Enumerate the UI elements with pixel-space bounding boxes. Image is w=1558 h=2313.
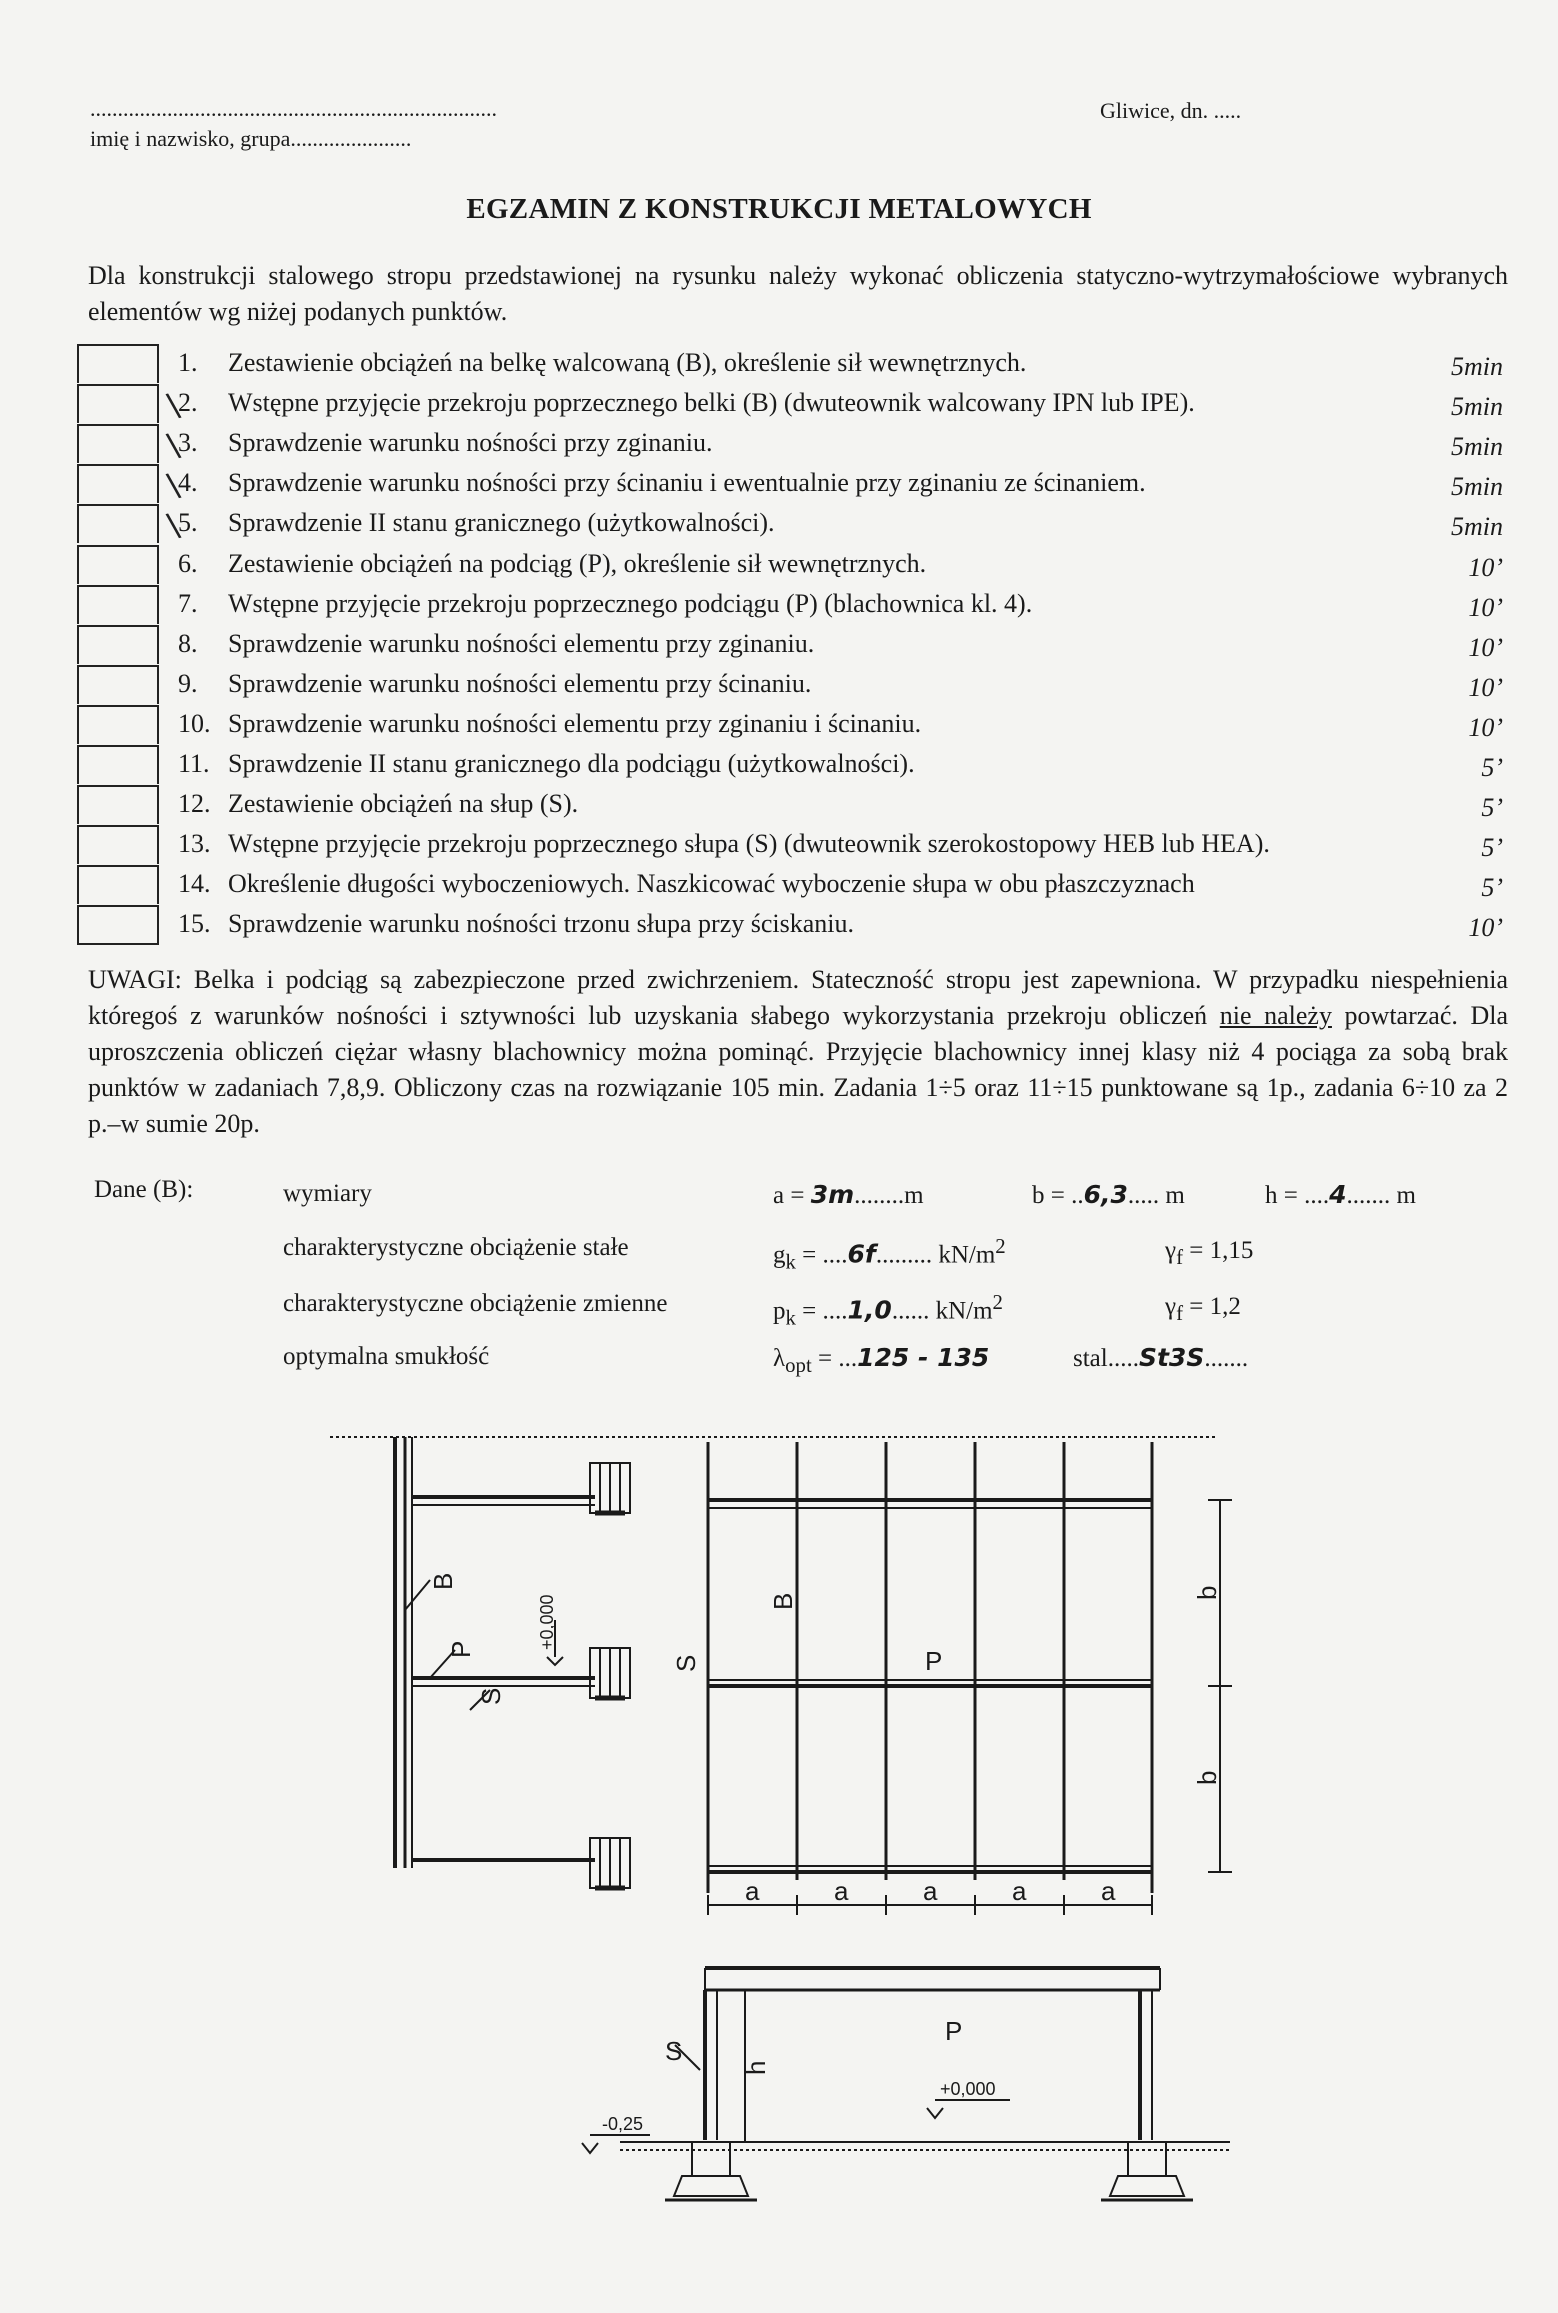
task-number: 5.	[178, 508, 198, 538]
task-checkbox[interactable]	[77, 585, 159, 624]
label-s-plan: S	[671, 1654, 701, 1672]
footing-mid	[590, 1648, 630, 1698]
task-time: 5min	[1451, 352, 1503, 381]
task-item	[0, 424, 1558, 464]
task-number: 8.	[178, 628, 198, 658]
label-h-section: h	[741, 2060, 771, 2075]
task-number: 7.	[178, 588, 198, 618]
task-number: 9.	[178, 668, 198, 698]
label-p-plan: P	[925, 1646, 943, 1676]
data-row-dimensions: wymiary	[283, 1180, 372, 1207]
field-h: h = ....4....... m	[1265, 1180, 1416, 1209]
data-row-live-load: charakterystyczne obciążenie zmienne	[283, 1290, 668, 1317]
field-gamma-f-2: $\gamma_f = 1,2$	[1165, 1293, 1241, 1325]
task-number: 11.	[178, 749, 210, 778]
task-text: Sprawdzenie warunku nośności elementu przy zginaniu.	[228, 628, 815, 658]
task-checkbox[interactable]	[77, 384, 159, 423]
task-time: 5’	[1481, 793, 1503, 823]
task-time: 5min	[1451, 432, 1503, 462]
value-gk: 6f	[847, 1239, 876, 1269]
task-text: Sprawdzenie warunku nośności przy ścinaniu i ewentualnie przy zginaniu ze ścinaniem.	[228, 468, 1146, 498]
task-checkbox[interactable]	[77, 705, 159, 744]
level-minus-section: -0,25	[602, 2114, 644, 2134]
task-item	[0, 344, 1558, 384]
plan-girders	[708, 1500, 1152, 1872]
task-text: Sprawdzenie warunku nośności trzonu słupa przy ściskaniu.	[228, 909, 855, 939]
task-time: 5min	[1451, 392, 1503, 422]
label-a-1: a	[745, 1876, 760, 1906]
task-checkbox[interactable]	[77, 905, 159, 945]
task-time: 5’	[1481, 753, 1503, 782]
task-item	[0, 865, 1558, 905]
task-time: 5’	[1481, 833, 1503, 863]
task-item	[0, 745, 1558, 785]
task-checkbox[interactable]	[77, 865, 159, 904]
task-number: 2.	[178, 388, 198, 418]
label-a-4: a	[1012, 1876, 1027, 1906]
remarks-underlined: nie należy	[1219, 1001, 1332, 1030]
task-text: Sprawdzenie II stanu granicznego (użytkowalności).	[228, 508, 775, 538]
label-p-elevation: P	[446, 1640, 476, 1658]
task-text: Zestawienie obciążeń na belkę walcowaną (B), określenie sił wewnętrznych.	[228, 348, 1027, 377]
field-gamma-f-1: $\gamma_f = 1,15$	[1165, 1237, 1254, 1269]
label-b-elevation: B	[428, 1572, 458, 1590]
task-time: 10’	[1468, 592, 1503, 622]
level-zero-section: +0,000	[940, 2079, 996, 2099]
label-b-dim-2: b	[1192, 1770, 1222, 1785]
task-text: Zestawienie obciążeń na słup (S).	[228, 789, 579, 819]
label-b-plan: B	[768, 1592, 798, 1610]
task-time: 10’	[1468, 552, 1503, 582]
task-number: 4.	[178, 468, 198, 498]
data-row-dead-load: charakterystyczne obciążenie stałe	[283, 1234, 629, 1261]
task-checkbox[interactable]	[77, 825, 159, 864]
task-text: Określenie długości wyboczeniowych. Naszkicować wyboczenie słupa w obu płaszczyznach	[228, 869, 1195, 899]
tick-mark: \	[164, 425, 183, 465]
task-text: Sprawdzenie warunku nośności elementu przy ścinaniu.	[228, 668, 812, 698]
task-text: Sprawdzenie II stanu granicznego dla podciągu (użytkowalności).	[228, 749, 915, 778]
task-item	[0, 825, 1558, 865]
task-checkbox[interactable]	[77, 745, 159, 784]
label-a-5: a	[1101, 1876, 1116, 1906]
label-a-3: a	[923, 1876, 938, 1906]
value-h: 4	[1329, 1180, 1347, 1209]
structure-drawing	[0, 1420, 1558, 2313]
value-pk: 1,0	[847, 1295, 892, 1325]
name-dots-line: ..........................................................................	[90, 96, 497, 121]
task-number: 15.	[178, 909, 211, 939]
task-time: 5min	[1451, 472, 1503, 502]
task-item	[0, 585, 1558, 625]
field-steel: stal.....St3S.......	[1073, 1343, 1249, 1372]
task-checkbox[interactable]	[77, 785, 159, 824]
tick-mark: \	[164, 505, 183, 546]
task-time: 10’	[1468, 672, 1503, 702]
task-text: Wstępne przyjęcie przekroju poprzecznego belki (B) (dwuteownik walcowany IPN lub IPE).	[228, 388, 1195, 418]
place-date: Gliwice, dn. .....	[1100, 98, 1242, 123]
task-item	[0, 705, 1558, 745]
field-lambda: $\lambda_{opt} = ...125 - 135$	[773, 1343, 990, 1377]
task-item	[0, 464, 1558, 504]
task-text: Wstępne przyjęcie przekroju poprzecznego podciągu (P) (blachownica kl. 4).	[228, 588, 1033, 618]
task-number: 14.	[178, 869, 211, 899]
task-checkbox[interactable]	[77, 344, 159, 383]
tick-mark: \	[164, 465, 183, 506]
value-a: 3m	[810, 1180, 855, 1209]
field-pk: $p_k = ....1,0$...... $kN/m^2$	[773, 1290, 1003, 1330]
task-checkbox[interactable]	[77, 625, 159, 664]
task-item	[0, 625, 1558, 665]
task-item	[0, 905, 1558, 945]
field-b: b = ..6,3..... m	[1032, 1180, 1185, 1209]
task-number: 1.	[178, 348, 198, 377]
remarks-part-1: UWAGI: Belka i podciąg są zabezpieczone przed zwichrzeniem. Stateczność stropu jest zapewniona. W przypadku niespełnienia któregoś z warunków nośności i sztywności lub uzyskania słabego wykorzystania przekroju obliczeń	[88, 965, 1508, 1030]
remarks-paragraph	[88, 962, 1508, 1142]
task-number: 10.	[178, 708, 211, 738]
data-label: Dane (B):	[94, 1176, 194, 1203]
task-time: 5’	[1481, 873, 1503, 903]
label-b-dim-1: b	[1192, 1585, 1222, 1600]
value-lambda: 125 - 135	[857, 1343, 990, 1372]
label-a-2: a	[834, 1876, 849, 1906]
task-item	[0, 665, 1558, 705]
task-checkbox[interactable]	[77, 464, 159, 503]
label-s-section: S	[665, 2036, 683, 2066]
task-text: Sprawdzenie warunku nośności przy zginaniu.	[228, 428, 713, 458]
tick-mark: \	[164, 385, 183, 425]
task-checkbox[interactable]	[77, 424, 159, 463]
level-zero-elevation: +0,000	[537, 1594, 557, 1650]
task-item	[0, 504, 1558, 544]
value-b: 6,3	[1083, 1180, 1128, 1209]
task-text: Wstępne przyjęcie przekroju poprzecznego słupa (S) (dwuteownik szerokostopowy HEB lub HEA).	[228, 829, 1270, 859]
field-gk: $g_k = ....6f$......... $kN/m^2$	[773, 1234, 1006, 1274]
exam-title: EGZAMIN Z KONSTRUKCJI METALOWYCH	[466, 193, 1092, 225]
label-p-section: P	[945, 2016, 963, 2046]
task-text: Sprawdzenie warunku nośności elementu przy zginaniu i ścinaniu.	[228, 708, 922, 738]
remarks-part-2: powtarzać. Dla uproszczenia obliczeń ciężar własny blachownicy można pominąć. Przyjęcie blachownicy innej klasy niż 4 pociąga za sobą brak punktów w zadaniach 7,8,9. Obliczony czas na rozwiązanie 105 min. Zadania 1÷5 oraz 11÷15 punktowane są 1p., zadania 6÷10 za 2 p.–w sumie 20p.	[88, 1001, 1509, 1138]
task-checkbox[interactable]	[77, 504, 159, 543]
task-number: 6.	[178, 548, 198, 578]
task-number: 13.	[178, 829, 211, 859]
intro-paragraph: Dla konstrukcji stalowego stropu przedstawionej na rysunku należy wykonać obliczenia statyczno-wytrzymałościowe wybranych elementów wg niżej podanych punktów.	[88, 261, 1508, 326]
task-time: 5min	[1451, 512, 1503, 542]
task-time: 10’	[1468, 712, 1503, 742]
name-group-label: imię i nazwisko, grupa......................	[90, 126, 412, 151]
task-text: Zestawienie obciążeń na podciąg (P), określenie sił wewnętrznych.	[228, 548, 927, 578]
data-row-slenderness: optymalna smukłość	[283, 1343, 490, 1370]
value-steel: St3S	[1138, 1343, 1205, 1372]
task-number: 12.	[178, 789, 211, 819]
footing-bottom	[590, 1838, 630, 1888]
task-time: 10’	[1468, 632, 1503, 662]
footing-top	[590, 1463, 630, 1513]
task-item	[0, 384, 1558, 424]
label-s-elevation: S	[476, 1687, 506, 1705]
task-checkbox[interactable]	[77, 665, 159, 704]
field-a: a = 3m........m	[773, 1180, 924, 1209]
task-item	[0, 545, 1558, 585]
task-time: 10’	[1468, 913, 1503, 943]
task-number: 3.	[178, 428, 198, 458]
leader-b	[405, 1580, 430, 1610]
task-item	[0, 785, 1558, 825]
task-checkbox[interactable]	[77, 545, 159, 584]
